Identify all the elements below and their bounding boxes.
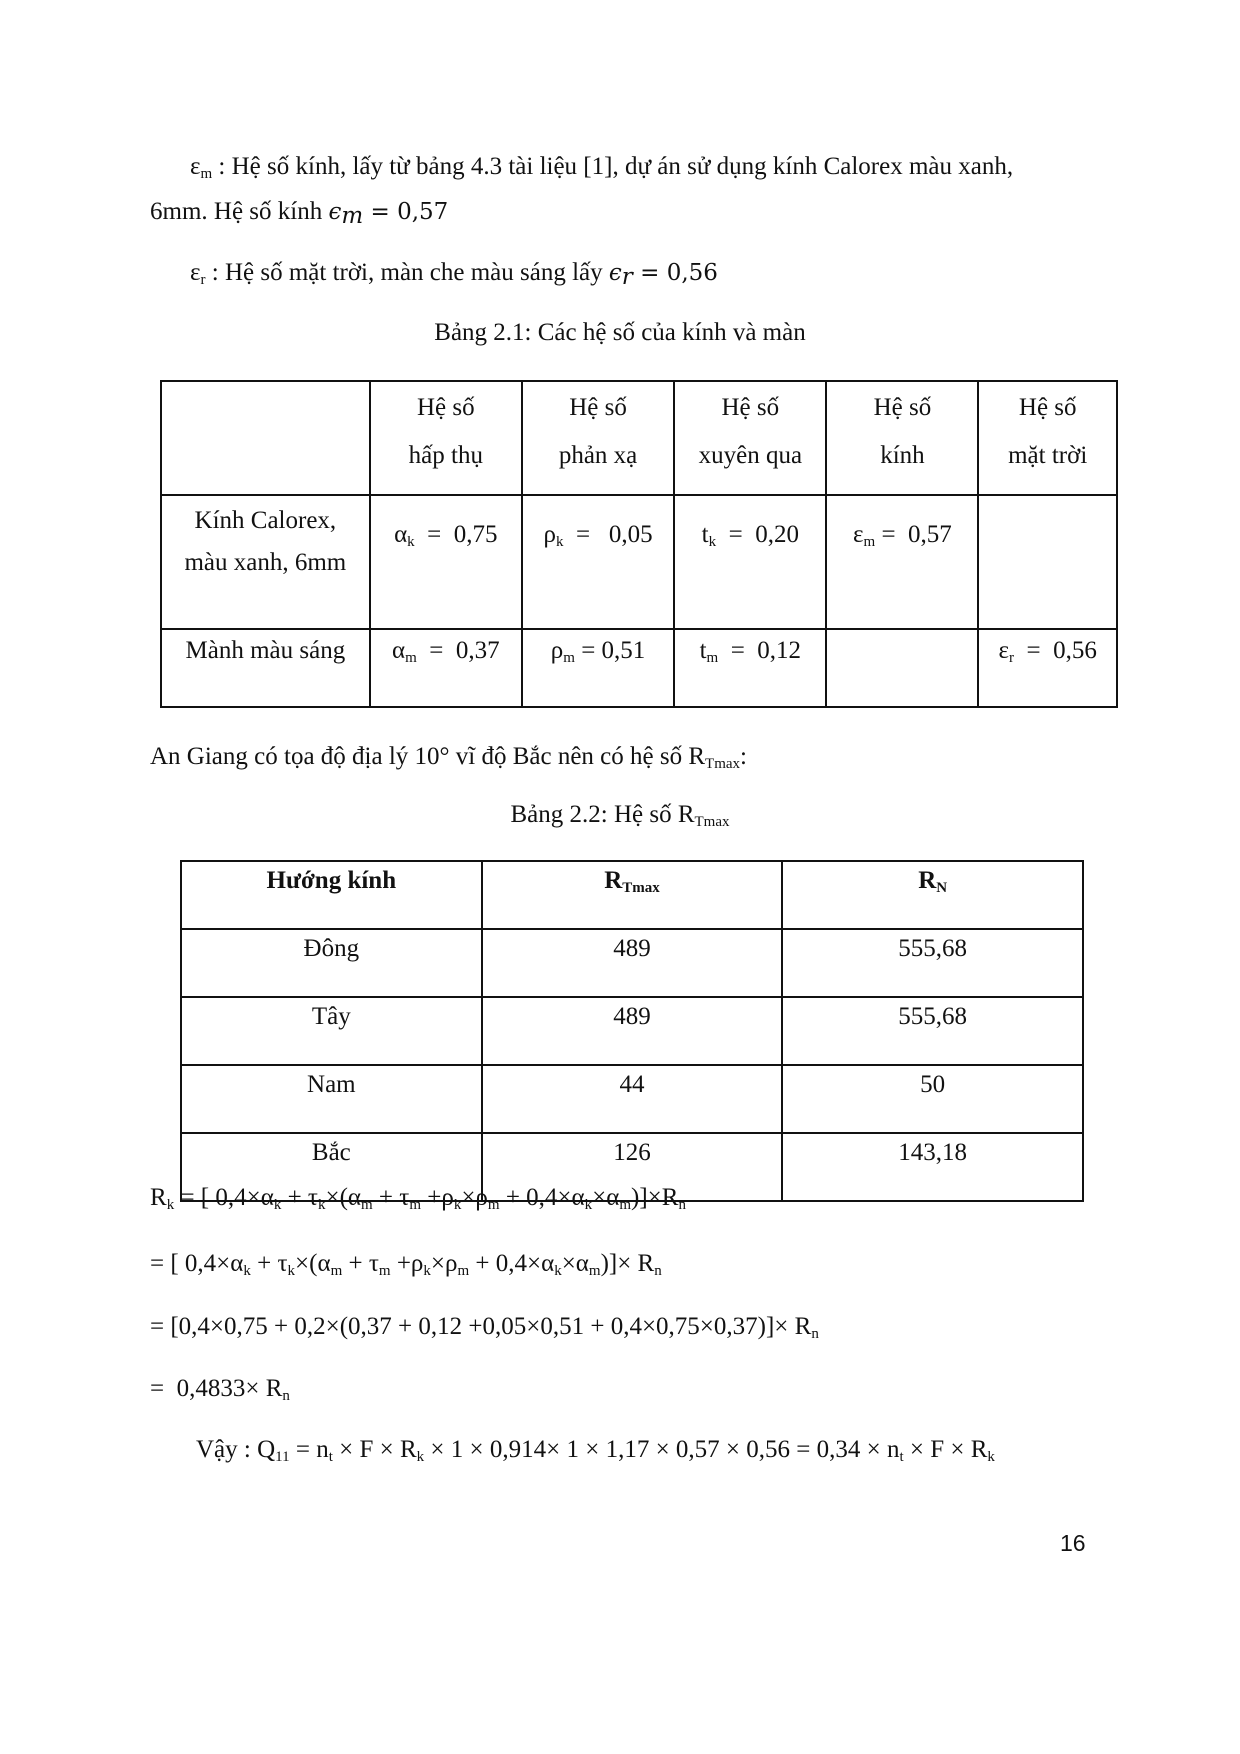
row-label: Mành màu sáng — [161, 629, 370, 707]
table-row — [181, 1065, 1083, 1133]
table-cell-empty — [161, 381, 370, 495]
table-header-cell: Hệ số xuyên qua — [674, 381, 826, 495]
table-cell: Đông — [181, 929, 482, 997]
table-row — [181, 929, 1083, 997]
formula-line-3: = $[0,4\times 0,75 + 0,2\times(0,37 + 0,12 +0,05\times 0,51 + 0,4\times 0,75\times 0,37)]\times R_n$ — [150, 1313, 819, 1342]
table-cell: $t_k = 0,20$ — [674, 495, 826, 629]
table-cell: Bắc — [181, 1133, 482, 1201]
table-cell: $t_m = 0,12$ — [674, 629, 826, 707]
formula-line-1: $R_k$ = [ $0,4\times\alpha_k + \tau_k\times(\alpha_m + \tau_m +\rho_k\times\rho_m + 0,4\times\alpha_k\times\alpha_m)]\times R_n$ — [150, 1184, 686, 1213]
table-cell: 555,68 — [782, 929, 1083, 997]
table-cell-empty — [826, 629, 978, 707]
table-cell: 489 — [482, 929, 783, 997]
conclusion-formula: Vậy : $Q_{11} = n_t \times F \times R_k \times 1 \times 0,914\times 1 \times 1,17 \times 0,57 \times 0,56 = 0,34 \times n_t \times F \times R_k$ — [196, 1436, 995, 1465]
table-row — [181, 997, 1083, 1065]
table-cell: Tây — [181, 997, 482, 1065]
table-row — [161, 629, 1117, 707]
table-header-cell: $R_{Tmax}$ — [482, 861, 783, 929]
row-label: Kính Calorex, màu xanh, 6mm — [161, 495, 370, 629]
table-cell-empty — [978, 495, 1117, 629]
table-header-cell: Hệ số mặt trời — [978, 381, 1117, 495]
table-cell: 489 — [482, 997, 783, 1065]
glass-coefficients-table — [160, 380, 1118, 708]
table-row — [181, 861, 1083, 929]
table-cell: $\varepsilon_r = 0,56$ — [978, 629, 1117, 707]
table1-caption: Bảng 2.1: Các hệ số của kính và màn — [434, 319, 806, 346]
paragraph-glass-coefficient-line2: 6mm. Hệ số kính $\epsilon_m = 0,57$ — [150, 198, 449, 229]
table-cell: $\varepsilon_m = 0,57$ — [826, 495, 978, 629]
rtmax-table — [180, 860, 1084, 1202]
epsilon-symbol: ε — [190, 153, 201, 180]
table-cell: 50 — [782, 1065, 1083, 1133]
table-cell: $\rho_k = 0,05$ — [522, 495, 674, 629]
table-header-cell: Hệ số hấp thụ — [370, 381, 522, 495]
paragraph-rtmax-intro: An Giang có tọa độ địa lý 10° vĩ độ Bắc nên có hệ số $R_{Tmax}$: — [150, 743, 747, 772]
paragraph-glass-coefficient: $\varepsilon_m$ : Hệ số kính, lấy từ bảng 4.3 tài liệu [1], dự án sử dụng kính Calorex màu xanh, — [190, 153, 1014, 182]
page-number: 16 — [1060, 1530, 1086, 1556]
table-cell: 555,68 — [782, 997, 1083, 1065]
formula-line-4: = $0,4833\times R_n$ — [150, 1375, 290, 1404]
table-cell: 126 — [482, 1133, 783, 1201]
table-row — [161, 381, 1117, 495]
table-header-cell: $R_N$ — [782, 861, 1083, 929]
table-cell: $\alpha_m = 0,37$ — [370, 629, 522, 707]
epsilon-symbol: ε — [190, 259, 201, 286]
table2-caption: Bảng 2.2: Hệ số $R_{Tmax}$ — [510, 801, 730, 830]
table-cell: Nam — [181, 1065, 482, 1133]
table-cell: $\rho_m = 0,51$ — [522, 629, 674, 707]
table-header-cell: Hệ số kính — [826, 381, 978, 495]
paragraph-solar-coefficient: $\varepsilon_r$ : Hệ số mặt trời, màn che màu sáng lấy $\epsilon_r = 0,56$ — [190, 259, 718, 290]
table-header-cell: Hướng kính — [181, 861, 482, 929]
table-cell: $\alpha_k = 0,75$ — [370, 495, 522, 629]
table-cell: 44 — [482, 1065, 783, 1133]
table-cell: 143,18 — [782, 1133, 1083, 1201]
formula-line-2: = [ $0,4\times\alpha_k + \tau_k\times(\alpha_m + \tau_m +\rho_k\times\rho_m + 0,4\times\alpha_k\times\alpha_m)]\times R_n$ — [150, 1250, 662, 1279]
table-row — [161, 495, 1117, 629]
table-header-cell: Hệ số phản xạ — [522, 381, 674, 495]
